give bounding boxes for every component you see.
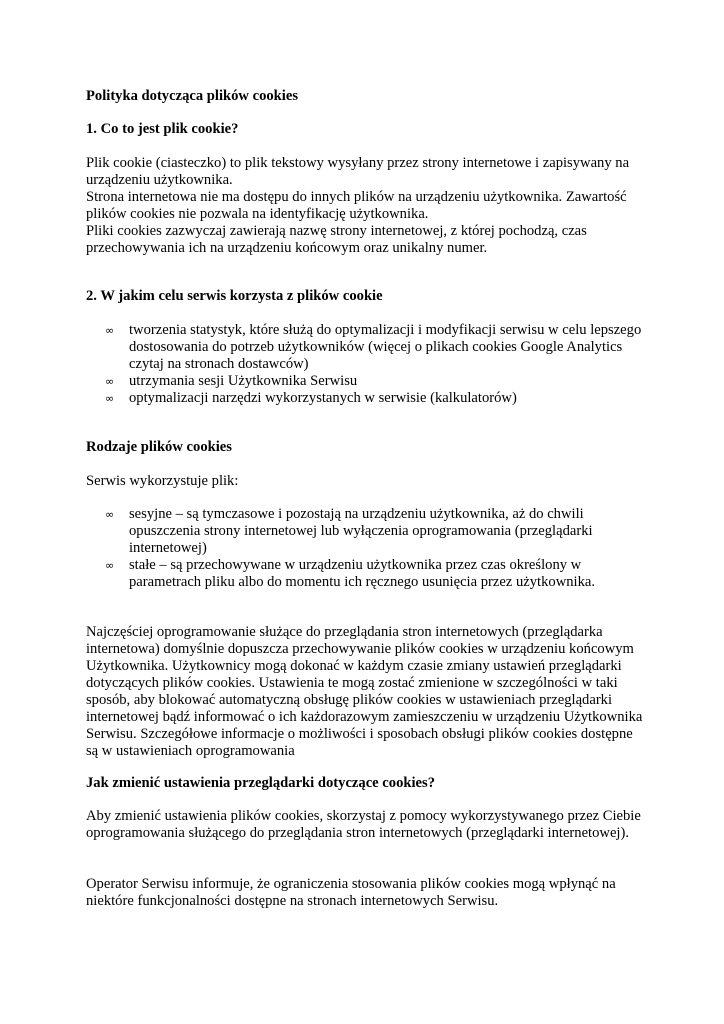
section-1-body bbox=[86, 155, 646, 257]
list-item-text: stałe – są przechowywane w urządzeniu użytkownika przez czas określony w parametrach pliku albo do momentu ich ręcznego usunięcia przez użytkownika. bbox=[129, 557, 596, 590]
infinity-bullet-icon: ∞ bbox=[105, 392, 115, 405]
list-item-text: optymalizacji narzędzi wykorzystanych w serwisie (kalkulatorów) bbox=[129, 390, 517, 406]
section-3-intro: Serwis wykorzystuje plik: bbox=[86, 473, 239, 489]
section-5-paragraph-2: Operator Serwisu informuje, że ograniczenia stosowania plików cookies mogą wpłynąć na niektóre funkcjonalności dostępne na stronach internetowych Serwisu. bbox=[86, 876, 616, 909]
infinity-bullet-icon: ∞ bbox=[105, 324, 115, 337]
section-4-paragraph: Najczęściej oprogramowanie służące do przeglądania stron internetowych (przeglądarka internetowa) domyślnie dopuszcza przechowywanie plików cookies w urządzeniu końcowym Użytkownika. Użytkownicy mogą dokonać w każdym czasie zmiany ustawień przeglądarki dotyczących plików cookies. Ustawienia te mogą zostać zmienione w szczególności w taki sposób, aby blokować automatyczną obsługę plików cookies w ustawieniach przeglądarki internetowej bądź informować o ich każdorazowym zamieszczeniu w urządzeniu Użytkownika Serwisu. Szczegółowe informacje o możliwości i sposobach obsługi plików cookies dostępne są w ustawieniach oprogramowania bbox=[86, 624, 643, 759]
section-5-paragraph-1: Aby zmienić ustawienia plików cookies, skorzystaj z pomocy wykorzystywanego przez Ciebie oprogramowania służącego do przeglądania stron internetowych (przeglądarki internetowej). bbox=[86, 808, 641, 841]
list-item bbox=[86, 390, 646, 407]
list-item bbox=[86, 373, 646, 390]
document-title: Polityka dotycząca plików cookies bbox=[86, 88, 299, 104]
section-2-list bbox=[86, 322, 646, 407]
section-1-line: Strona internetowa nie ma dostępu do innych plików na urządzeniu użytkownika. Zawartość bbox=[86, 189, 627, 205]
section-2-heading: 2. W jakim celu serwis korzysta z plików cookie bbox=[86, 288, 383, 304]
list-item-text: utrzymania sesji Użytkownika Serwisu bbox=[129, 373, 358, 389]
section-1-line: Plik cookie (ciasteczko) to plik tekstowy wysyłany przez strony internetowe i zapisywany na bbox=[86, 155, 630, 171]
list-item-text: tworzenia statystyk, które służą do optymalizacji i modyfikacji serwisu w celu lepszego dostosowania do potrzeb użytkowników (więcej o plikach cookies Google Analytics czytaj na stronach dostawców) bbox=[129, 322, 642, 372]
section-1-line: Pliki cookies zazwyczaj zawierają nazwę strony internetowej, z której pochodzą, czas bbox=[86, 223, 587, 239]
section-1-line: przechowywania ich na urządzeniu końcowym oraz unikalny numer. bbox=[86, 240, 488, 256]
section-1-line: plików cookies nie pozwala na identyfikację użytkownika. bbox=[86, 206, 429, 222]
list-item bbox=[86, 506, 646, 557]
section-1-line: urządzeniu użytkownika. bbox=[86, 172, 233, 188]
list-item bbox=[86, 557, 646, 591]
section-5-heading: Jak zmienić ustawienia przeglądarki dotyczące cookies? bbox=[86, 775, 435, 791]
section-3-heading: Rodzaje plików cookies bbox=[86, 439, 232, 455]
section-3-list bbox=[86, 506, 646, 591]
section-1-heading: 1. Co to jest plik cookie? bbox=[86, 121, 239, 137]
list-item bbox=[86, 322, 646, 373]
infinity-bullet-icon: ∞ bbox=[105, 375, 115, 388]
list-item-text: sesyjne – są tymczasowe i pozostają na urządzeniu użytkownika, aż do chwili opuszczenia strony internetowej lub wyłączenia oprogramowania (przeglądarki internetowej) bbox=[129, 506, 593, 556]
infinity-bullet-icon: ∞ bbox=[105, 559, 115, 572]
infinity-bullet-icon: ∞ bbox=[105, 508, 115, 521]
